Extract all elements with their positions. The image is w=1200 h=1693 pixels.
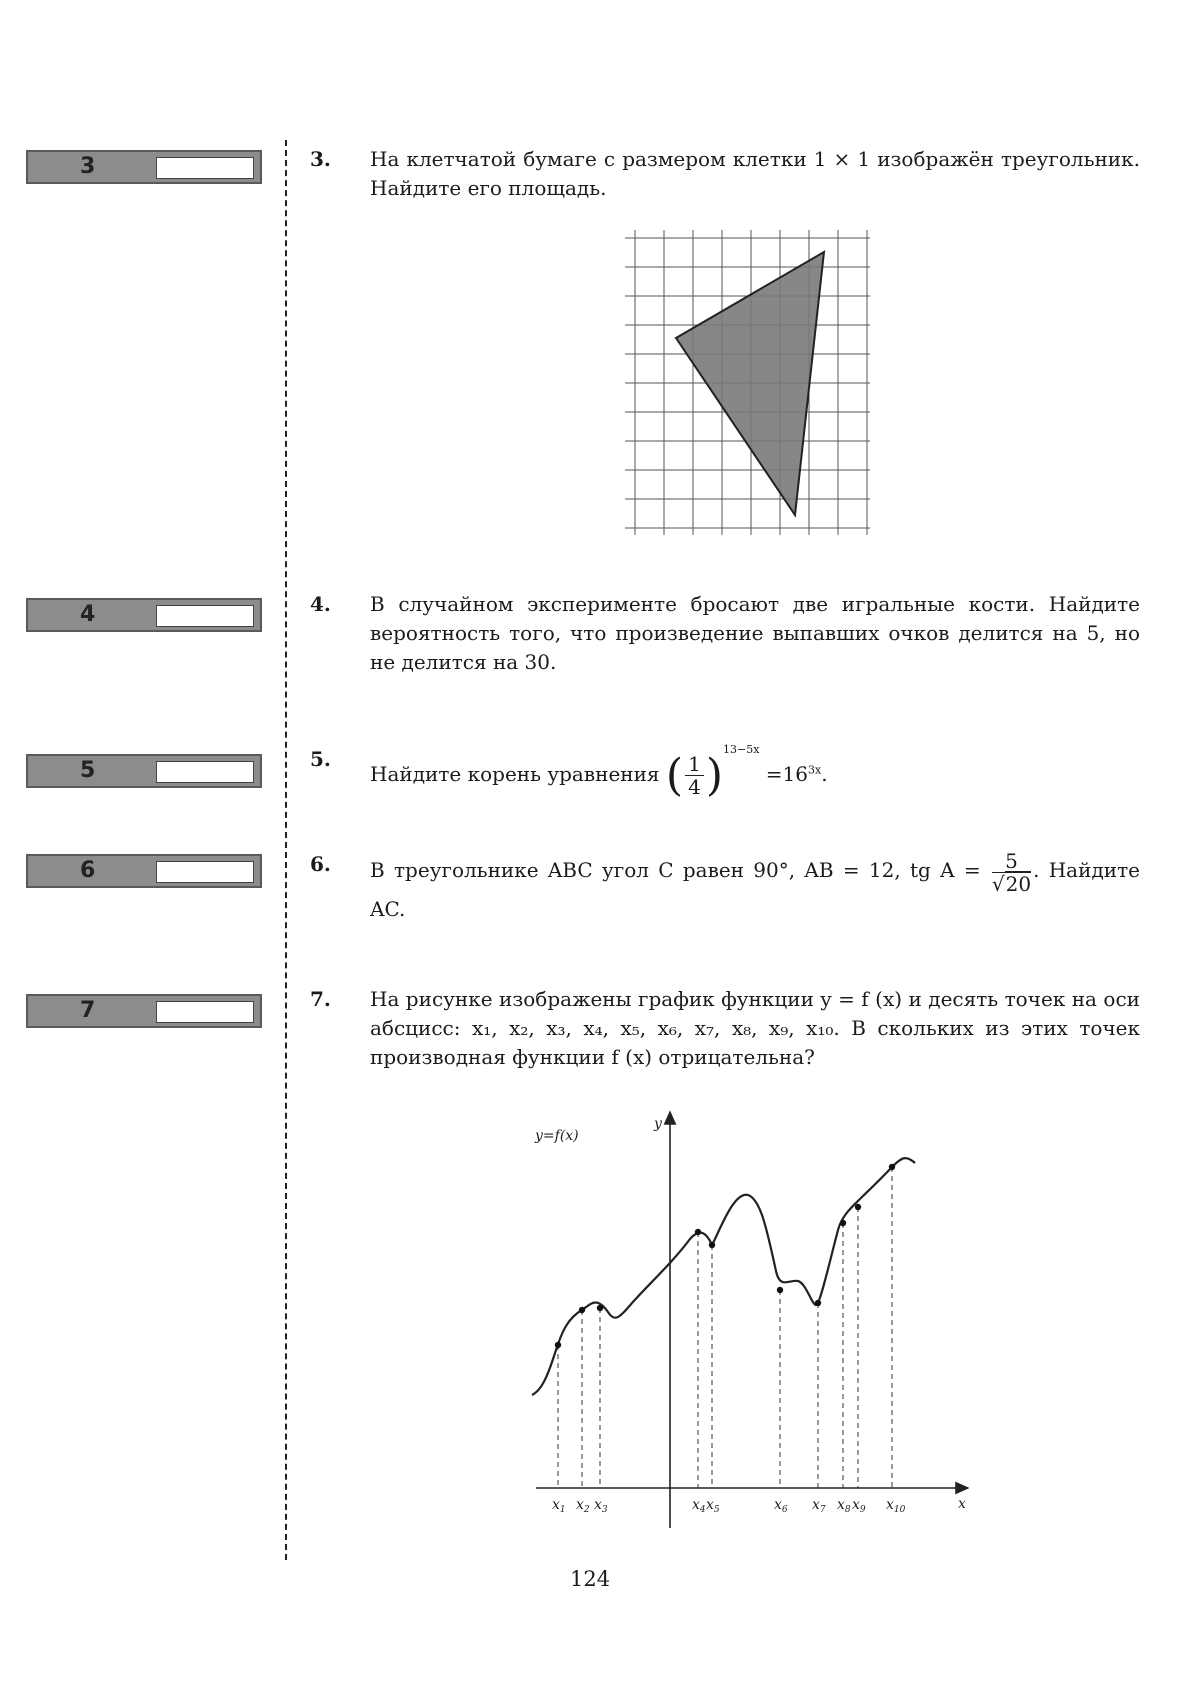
graph-point — [695, 1229, 701, 1235]
fraction: $\frac{5}{√20}$ — [991, 849, 1032, 896]
answer-box-label: 5 — [80, 758, 96, 783]
task-4 — [310, 590, 1140, 677]
point-label: $x_9$ — [852, 1497, 866, 1515]
task-text: Найдите корень уравнения ( $\frac{1}{4}$ )$^{13-5x} =16^{3x}$. — [370, 743, 828, 801]
task-number: 5. — [310, 747, 331, 771]
point-label: $x_8$ — [837, 1497, 851, 1515]
equation-rhs: =16 — [765, 762, 808, 786]
exponent-left: 13−5x — [723, 743, 760, 756]
answer-box-3 — [26, 150, 262, 184]
task-text: В случайном эксперименте бросают две игральные кости. Найдите вероятность того, что произведение выпавших очков делится на 5, но не делится на 30. — [370, 592, 1140, 674]
task-text — [370, 850, 1140, 924]
task-number: 7. — [310, 987, 331, 1011]
answer-box-5 — [26, 754, 262, 788]
answer-field-7[interactable] — [156, 1001, 254, 1023]
point-label: $x_2$ — [576, 1497, 590, 1515]
point-label: $x_5$ — [706, 1497, 720, 1515]
answer-field-3[interactable] — [156, 157, 254, 179]
point-label: $x_1$ — [552, 1497, 566, 1515]
task-text-part-b: . Найдите AC. — [370, 858, 1140, 921]
equation-prompt: Найдите корень уравнения — [370, 762, 660, 786]
task-number: 3. — [310, 147, 331, 171]
fraction-numerator: 1 — [685, 753, 704, 776]
graph-point — [840, 1220, 846, 1226]
task-5 — [310, 735, 1140, 801]
graph-point — [555, 1342, 561, 1348]
function-label: y=f(x) — [535, 1128, 579, 1144]
point-label: $x_6$ — [774, 1497, 788, 1515]
x-axis-label: x — [958, 1496, 966, 1512]
point-label: $x_3$ — [594, 1497, 608, 1515]
grid-triangle-figure — [630, 230, 870, 540]
fraction-denominator: 4 — [688, 775, 701, 799]
answer-field-5[interactable] — [156, 761, 254, 783]
point-label: $x_4$ — [692, 1497, 706, 1515]
graph-point — [579, 1307, 585, 1313]
answer-box-6 — [26, 854, 262, 888]
task-6 — [310, 850, 1140, 924]
fraction-denominator: 20 — [1005, 872, 1032, 896]
answer-box-label: 6 — [80, 858, 96, 883]
answer-box-4 — [26, 598, 262, 632]
answer-box-label: 7 — [80, 998, 96, 1023]
exponent-right: 3x — [808, 763, 822, 777]
cut-line — [285, 140, 287, 1560]
page-number: 124 — [570, 1567, 611, 1591]
point-label: $x_{10}$ — [886, 1497, 906, 1515]
y-axis-label: y — [654, 1116, 662, 1132]
graph-points — [552, 1164, 906, 1515]
graph-point — [597, 1305, 603, 1311]
fraction-numerator: 5 — [992, 850, 1031, 873]
task-number: 4. — [310, 592, 331, 616]
answer-field-4[interactable] — [156, 605, 254, 627]
task-text: На клетчатой бумаге с размером клетки 1 × 1 изображён треугольник. Найдите его площадь. — [370, 147, 1140, 200]
task-7 — [310, 985, 1140, 1072]
answer-box-label: 3 — [80, 154, 96, 179]
equation-end: . — [821, 762, 828, 786]
point-label: $x_7$ — [812, 1497, 826, 1515]
answer-box-7 — [26, 994, 262, 1028]
answer-box-label: 4 — [80, 602, 96, 627]
task-text-part-a: В треугольнике ABC угол C равен 90°, AB = 12, tg A = — [370, 858, 981, 882]
task-3 — [310, 145, 1140, 203]
answer-field-6[interactable] — [156, 861, 254, 883]
graph-point — [855, 1204, 861, 1210]
graph-point — [889, 1164, 895, 1170]
function-graph — [520, 1095, 980, 1535]
graph-point — [777, 1287, 783, 1293]
graph-point — [815, 1300, 821, 1306]
fraction — [685, 753, 704, 798]
function-curve — [532, 1158, 915, 1395]
task-number: 6. — [310, 852, 331, 876]
task-text: На рисунке изображены график функции y = f (x) и десять точек на оси абсцисс: x₁, x₂, x₃, x₄, x₅, x₆, x₇, x₈, x₉, x₁₀. В скольких из этих точек производная функции f (x) отрицательна? — [370, 987, 1140, 1069]
graph-point — [709, 1242, 715, 1248]
